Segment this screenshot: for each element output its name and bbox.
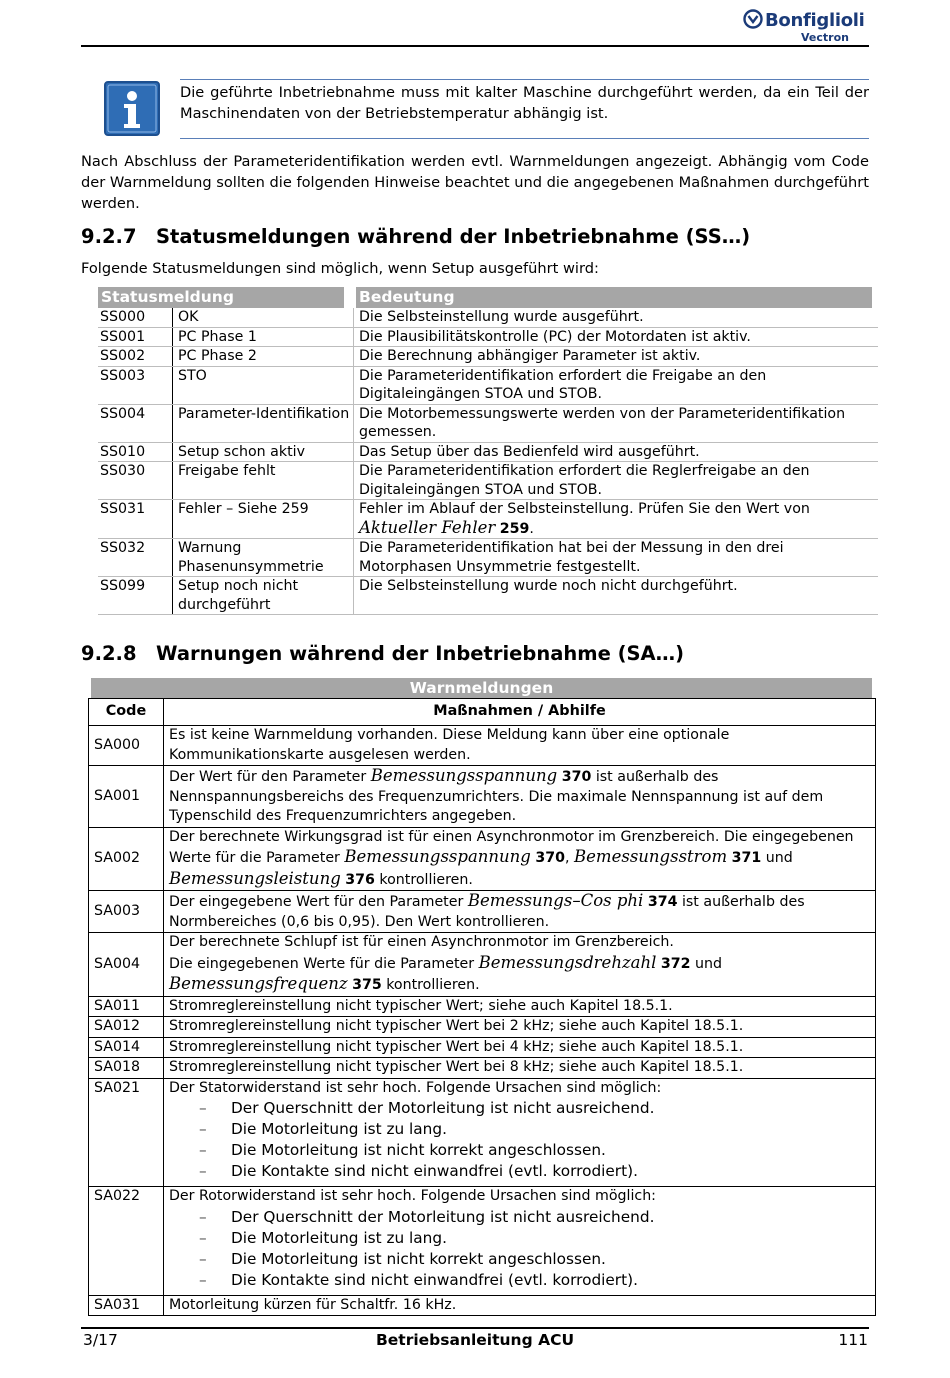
warning-code: SA031 [89, 1295, 164, 1316]
status-desc [354, 500, 878, 538]
warning-code: SA011 [89, 996, 164, 1017]
text-part: ist außerhalb des Normbereiches (0,6 bis 0,95). Den Wert kontrollieren. [169, 894, 805, 930]
status-desc: Das Setup über das Bedienfeld wird ausgeführt. [359, 443, 700, 460]
parameter-name: Bemessungsspannung [370, 766, 558, 785]
status-name: Warnung Phasenunsymmetrie [173, 539, 354, 576]
warning-text: Stromreglereinstellung nicht typischer Wert bei 8 kHz; siehe auch Kapitel 18.5.1. [164, 1058, 876, 1079]
info-note: Die geführte Inbetriebnahme muss mit kalter Maschine durchgeführt werden, da ein Teil der Maschinendaten von der Betriebstemperatur abhängig ist. [180, 84, 869, 122]
warning-code: SA004 [89, 933, 164, 997]
list-item: – Der Querschnitt der Motorleitung ist nicht ausreichend. [199, 1098, 870, 1119]
status-code: SS099 [98, 577, 173, 614]
warning-code: SA022 [89, 1187, 164, 1296]
header-rule [81, 45, 869, 47]
table-row [89, 1037, 876, 1058]
table-row [89, 996, 876, 1017]
status-code: SS030 [98, 462, 173, 499]
status-name: Freigabe fehlt [173, 462, 354, 499]
parameter-name: Bemessungsleistung [169, 868, 341, 888]
table-row [98, 539, 878, 577]
status-name: OK [173, 308, 354, 327]
text-part: Der Wert für den Parameter [169, 769, 371, 785]
status-name: STO [173, 367, 354, 404]
brand-sub: Vectron [801, 31, 849, 44]
parameter-name: Bemessungs–Cos phi [467, 891, 644, 910]
bonfiglioli-logo-icon [743, 9, 763, 29]
cause-intro: Der Statorwiderstand ist sehr hoch. Folgende Ursachen sind möglich: [169, 1079, 662, 1096]
status-code: SS003 [98, 367, 173, 404]
status-table-header [98, 287, 878, 308]
status-name: Fehler – Siehe 259 [173, 500, 354, 538]
table-row [98, 577, 878, 615]
status-desc: Die Selbsteinstellung wurde ausgeführt. [359, 309, 644, 325]
text-part: und [761, 850, 793, 866]
status-code: SS002 [98, 347, 173, 366]
warning-text: Der berechnete Wirkungsgrad ist für einen Asynchronmotor im Grenzbereich. Die eingegebenen Werte für die Parameter Bemessungsspannung 370, Bemessungsstrom 371 und Bemessungsleistung 376 kontrollieren. [164, 827, 876, 891]
warning-text [164, 766, 876, 828]
warnings-table-title: Warnmeldungen [91, 678, 872, 698]
desc-text: Fehler im Ablauf der Selbsteinstellung. Prüfen Sie den Wert von [359, 501, 810, 517]
status-desc: Die Parameteridentifikation hat bei der Messung in den drei Motorphasen Unsymmetrie festgestellt. [359, 540, 784, 575]
cause-intro: Der Rotorwiderstand ist sehr hoch. Folgende Ursachen sind möglich: [169, 1188, 656, 1204]
status-name: Setup noch nicht durchgeführt [173, 577, 354, 614]
section-number: 9.2.7 [81, 225, 137, 248]
status-code: SS001 [98, 328, 173, 347]
status-code: SS010 [98, 443, 173, 462]
table-row [89, 1058, 876, 1079]
list-item: – Der Querschnitt der Motorleitung ist nicht ausreichend. [199, 1207, 870, 1228]
parameter-name: Bemessungsstrom [574, 847, 728, 866]
table-row [89, 891, 876, 933]
text-part: Der berechnete Schlupf ist für einen Asynchronmotor im Grenzbereich. [169, 934, 674, 950]
warning-code: SA014 [89, 1037, 164, 1058]
footer-rule [81, 1327, 869, 1329]
status-desc: Die Parameteridentifikation erfordert die Freigabe an den Digitaleingängen STOA und STOB. [359, 367, 767, 402]
warning-code: SA002 [89, 827, 164, 891]
cause-list [169, 1098, 870, 1186]
table-row [89, 933, 876, 997]
parameter-number: 376 [345, 871, 375, 888]
status-code: SS000 [98, 308, 173, 327]
table-row [89, 766, 876, 828]
parameter-number: 370 [561, 769, 592, 785]
status-desc: Die Parameteridentifikation erfordert die Reglerfreigabe an den Digitaleingängen STOA und STOB. [359, 463, 810, 498]
status-desc: Die Motorbemessungswerte werden von der Parameteridentifikation gemessen. [359, 405, 846, 440]
desc-end: . [529, 520, 534, 537]
section-number: 9.2.8 [81, 642, 137, 665]
table-row [89, 1078, 876, 1187]
parameter-number: 375 [352, 977, 382, 993]
text-part: ist außerhalb des Nennspannungsbereichs des Frequenzumrichters. Die maximale Nennspannung ist auf dem Typenschild des Frequenzumrichters angegeben. [169, 769, 824, 824]
intro-paragraph: Nach Abschluss der Parameteridentifikation werden evtl. Warnmeldungen angezeigt. Abhängig vom Code der Warnmeldung sollten die folgenden Hinweise beachtet und die angegebenen Maßnahmen durchgeführt werden. [81, 153, 869, 212]
parameter-name: Bemessungsdrehzahl [478, 952, 657, 972]
table-row [98, 308, 878, 328]
brand-name: Bonfiglioli [765, 10, 865, 31]
page-number: 111 [838, 1331, 868, 1349]
parameter-number: 372 [660, 955, 691, 972]
list-item: – Die Motorleitung ist nicht korrekt angeschlossen. [199, 1249, 870, 1270]
header-bedeutung: Bedeutung [356, 287, 872, 308]
header-statusmeldung: Statusmeldung [98, 287, 344, 308]
table-row [89, 1187, 876, 1296]
status-code: SS032 [98, 539, 173, 576]
cause-list [169, 1207, 870, 1295]
table-row [98, 328, 878, 348]
warning-text: Es ist keine Warnmeldung vorhanden. Diese Meldung kann über eine optionale Kommunikationskarte ausgelesen werden. [164, 726, 876, 766]
section-heading-928 [81, 642, 684, 665]
info-rule-top [180, 79, 869, 80]
warning-text: Motorleitung kürzen für Schaltfr. 16 kHz. [164, 1295, 876, 1316]
table-row [89, 1295, 876, 1316]
table-row [98, 347, 878, 367]
text-part: Der eingegebene Wert für den Parameter [169, 894, 468, 910]
list-item: – Die Motorleitung ist zu lang. [199, 1228, 870, 1249]
text-part: kontrollieren. [381, 977, 480, 993]
table-row [98, 443, 878, 463]
warnings-table [88, 698, 876, 1316]
status-desc: Die Berechnung abhängiger Parameter ist aktiv. [359, 348, 701, 364]
text-part: kontrollieren. [374, 871, 473, 888]
status-name: Parameter-Identifikation [173, 405, 354, 442]
footer-title: Betriebsanleitung ACU [375, 1331, 575, 1349]
warning-text [164, 1187, 876, 1296]
warning-code: SA000 [89, 726, 164, 766]
list-item: – Die Kontakte sind nicht einwandfrei (evtl. korrodiert). [199, 1161, 870, 1182]
status-code: SS004 [98, 405, 173, 442]
warning-code: SA018 [89, 1058, 164, 1079]
status-name: Setup schon aktiv [173, 443, 354, 462]
section-lead: Folgende Statusmeldungen sind möglich, wenn Setup ausgeführt wird: [81, 260, 599, 277]
text-part: Der berechnete Wirkungsgrad ist für einen Asynchronmotor im Grenzbereich. Die eingegebenen Werte für die Parameter [169, 828, 854, 866]
warning-text: Stromreglereinstellung nicht typischer Wert; siehe auch Kapitel 18.5.1. [164, 996, 876, 1017]
section-heading-927 [81, 225, 750, 248]
header-measures: Maßnahmen / Abhilfe [164, 699, 876, 726]
footer-edition: 3/17 [83, 1331, 118, 1349]
warning-code: SA012 [89, 1017, 164, 1038]
table-header-row [89, 699, 876, 726]
status-code: SS031 [98, 500, 173, 538]
status-name: PC Phase 2 [173, 347, 354, 366]
info-icon [104, 81, 160, 136]
table-row [98, 462, 878, 500]
parameter-name: Aktueller Fehler [359, 517, 496, 537]
warning-text: Stromreglereinstellung nicht typischer Wert bei 2 kHz; siehe auch Kapitel 18.5.1. [164, 1017, 876, 1038]
status-table [98, 287, 878, 615]
warning-code: SA021 [89, 1078, 164, 1187]
section-title: Warnungen während der Inbetriebnahme (SA…) [156, 642, 685, 665]
status-name: PC Phase 1 [173, 328, 354, 347]
table-row [89, 1017, 876, 1038]
table-row [89, 827, 876, 891]
status-desc: Die Plausibilitätskontrolle (PC) der Motordaten ist aktiv. [359, 328, 751, 345]
warning-text: Stromreglereinstellung nicht typischer Wert bei 4 kHz; siehe auch Kapitel 18.5.1. [164, 1037, 876, 1058]
header-code: Code [89, 699, 164, 726]
list-item: – Die Motorleitung ist zu lang. [199, 1119, 870, 1140]
table-row [98, 500, 878, 539]
warning-code: SA001 [89, 766, 164, 828]
list-item: – Die Motorleitung ist nicht korrekt angeschlossen. [199, 1140, 870, 1161]
parameter-number: 259 [499, 520, 530, 537]
section-title: Statusmeldungen während der Inbetriebnahme (SS…) [156, 225, 751, 248]
parameter-number: 370 [535, 850, 566, 866]
table-row [98, 367, 878, 405]
table-row [98, 405, 878, 443]
brand-logo [743, 6, 868, 46]
list-item: – Die Kontakte sind nicht einwandfrei (evtl. korrodiert). [199, 1270, 870, 1291]
parameter-name: Bemessungsfrequenz [169, 974, 348, 993]
parameter-number: 374 [647, 894, 678, 910]
parameter-number: 371 [731, 850, 762, 866]
warning-code: SA003 [89, 891, 164, 933]
info-rule-bottom [180, 138, 869, 139]
text-part: und [690, 955, 723, 972]
text-part: Die eingegebenen Werte für die Parameter [169, 955, 479, 972]
table-row [89, 726, 876, 766]
warning-text [164, 1078, 876, 1187]
status-desc: Die Selbsteinstellung wurde noch nicht durchgeführt. [359, 578, 738, 594]
warning-text [164, 933, 876, 997]
warning-text [164, 891, 876, 933]
parameter-name: Bemessungsspannung [344, 847, 531, 866]
